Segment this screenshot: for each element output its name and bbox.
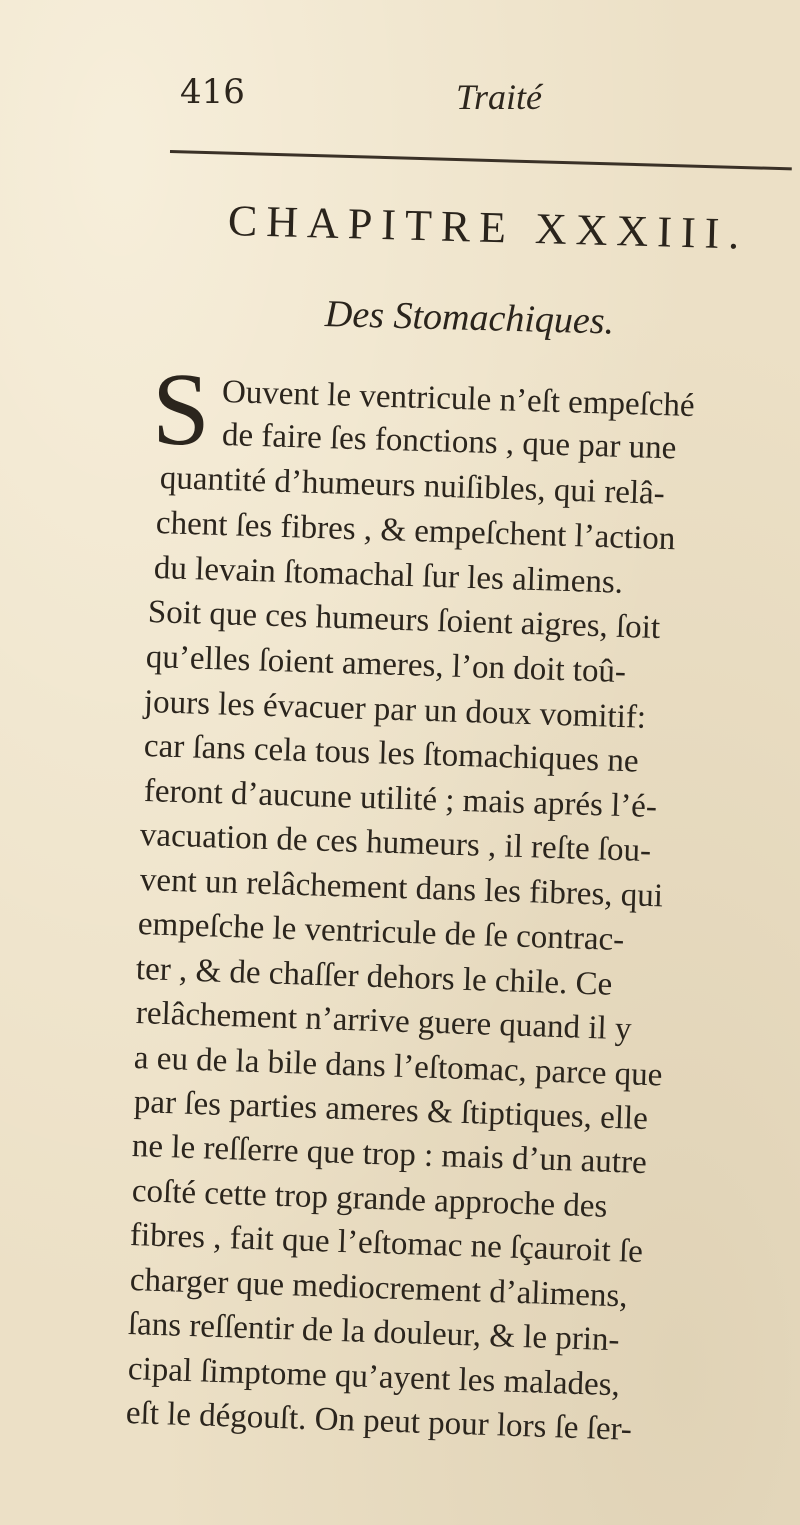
- running-title: Traité: [456, 77, 543, 117]
- text-line: fibres , fait que l’eſtomac ne ſçauroit ſe: [129, 1217, 644, 1271]
- text-line: du levain ſtomachal ſur les alimens.: [153, 550, 624, 601]
- text-line: ſans reſſentir de la douleur, & le prin-: [127, 1306, 621, 1359]
- text-line: empeſche le ventricule de ſe contrac-: [137, 906, 625, 959]
- text-line: Ouvent le ventricule n’eſt empeſché: [221, 374, 696, 425]
- text-line: ter , & de chaſſer dehors le chile. Ce: [135, 951, 613, 1003]
- text-line: par ſes parties ameres & ſtiptiques, elle: [133, 1084, 649, 1138]
- chapter-heading: CHAPITRE XXXIII.: [227, 196, 749, 259]
- text-line: de faire ſes fonctions , que par une: [221, 417, 677, 467]
- text-line: chent ſes fibres , & empeſchent l’action: [155, 505, 676, 558]
- text-line: car ſans cela tous les ſtomachiques ne: [143, 728, 640, 780]
- text-line: vent un relâchement dans les fibres, qui: [139, 862, 664, 915]
- text-line: a eu de la bile dans l’eſtomac, parce que: [133, 1040, 663, 1094]
- text-line: qu’elles ſoient ameres, l’on doit toû-: [145, 639, 627, 691]
- text-line: feront d’aucune utilité ; mais aprés l’é-: [143, 773, 658, 826]
- page-number: 416: [180, 72, 245, 112]
- text-line: relâchement n’arrive guere quand il y: [135, 995, 633, 1048]
- text-line: quantité d’humeurs nuiſibles, qui relâ-: [159, 460, 666, 512]
- text-line: jours les évacuer par un doux vomitif:: [143, 684, 647, 736]
- text-line: ne le reſſerre que trop : mais d’un autre: [131, 1128, 648, 1182]
- chapter-title: Des Stomachiques.: [324, 293, 615, 343]
- text-line: charger que mediocrement d’alimens,: [129, 1262, 629, 1315]
- drop-cap: S: [152, 352, 210, 467]
- text-line: vacuation de ces humeurs , il reſte ſou-: [139, 817, 652, 870]
- text-line: cipal ſimptome qu’ayent les malades,: [127, 1351, 621, 1404]
- text-line: coſté cette trop grande approche des: [131, 1173, 608, 1225]
- text-line: Soit que ces humeurs ſoient aigres, ſoit: [147, 594, 661, 647]
- text-line: eſt le dégouſt. On peut pour lors ſe ſer-: [125, 1395, 633, 1448]
